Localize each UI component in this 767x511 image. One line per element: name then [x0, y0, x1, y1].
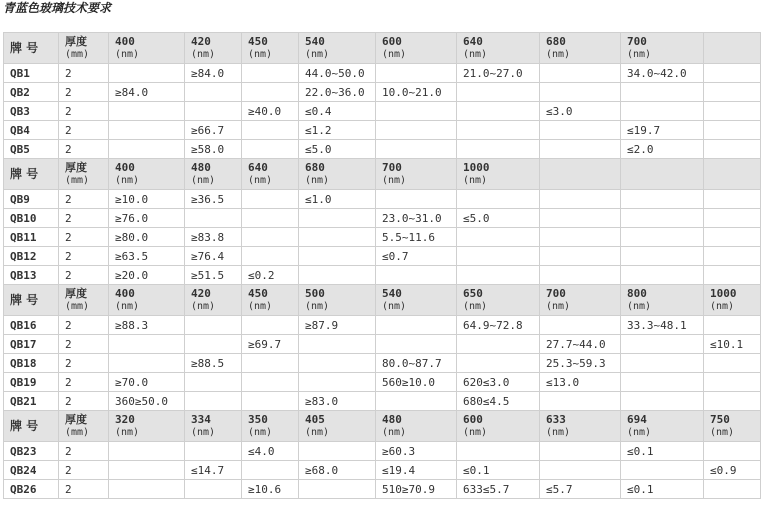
- column-header: 600 (nm): [376, 33, 457, 64]
- value-cell: 64.9~72.8: [457, 316, 540, 335]
- value-cell: [242, 190, 299, 209]
- value-cell: [704, 140, 761, 159]
- column-header: 厚度 (mm): [59, 285, 109, 316]
- value-cell: [457, 83, 540, 102]
- value-cell: ≤0.2: [242, 266, 299, 285]
- value-cell: [704, 64, 761, 83]
- thickness-cell: 2: [59, 373, 109, 392]
- column-header: 633 (nm): [540, 411, 621, 442]
- value-cell: ≥76.0: [109, 209, 185, 228]
- model-cell: QB24: [4, 461, 59, 480]
- value-cell: ≥69.7: [242, 335, 299, 354]
- value-cell: [376, 121, 457, 140]
- value-cell: [376, 335, 457, 354]
- value-cell: [540, 228, 621, 247]
- value-cell: [109, 461, 185, 480]
- column-header: 厚度 (mm): [59, 33, 109, 64]
- model-cell: QB21: [4, 392, 59, 411]
- value-cell: 21.0~27.0: [457, 64, 540, 83]
- table-row: [4, 335, 761, 354]
- value-cell: ≥83.0: [299, 392, 376, 411]
- table-header-row: [4, 159, 761, 190]
- column-header: 700 (nm): [540, 285, 621, 316]
- value-cell: 680≤4.5: [457, 392, 540, 411]
- column-header: 640 (nm): [242, 159, 299, 190]
- value-cell: [299, 266, 376, 285]
- column-header: 450 (nm): [242, 285, 299, 316]
- value-cell: ≥76.4: [185, 247, 242, 266]
- column-header: 420 (nm): [185, 33, 242, 64]
- value-cell: [109, 442, 185, 461]
- column-header: 480 (nm): [376, 411, 457, 442]
- value-cell: 33.3~48.1: [621, 316, 704, 335]
- value-cell: [242, 247, 299, 266]
- column-header: 600 (nm): [457, 411, 540, 442]
- value-cell: [704, 228, 761, 247]
- value-cell: [299, 228, 376, 247]
- thickness-cell: 2: [59, 102, 109, 121]
- value-cell: [109, 121, 185, 140]
- value-cell: [376, 140, 457, 159]
- column-header: 厚度 (mm): [59, 159, 109, 190]
- column-header: 750 (nm): [704, 411, 761, 442]
- value-cell: ≥58.0: [185, 140, 242, 159]
- value-cell: [540, 442, 621, 461]
- value-cell: [242, 209, 299, 228]
- value-cell: [704, 354, 761, 373]
- value-cell: [704, 102, 761, 121]
- table-header-row: [4, 285, 761, 316]
- value-cell: [621, 228, 704, 247]
- value-cell: [621, 266, 704, 285]
- value-cell: [704, 480, 761, 499]
- column-header: 540 (nm): [299, 33, 376, 64]
- value-cell: [299, 373, 376, 392]
- value-cell: 633≤5.7: [457, 480, 540, 499]
- model-cell: QB2: [4, 83, 59, 102]
- value-cell: ≤5.7: [540, 480, 621, 499]
- value-cell: ≥10.6: [242, 480, 299, 499]
- model-cell: QB19: [4, 373, 59, 392]
- model-cell: QB17: [4, 335, 59, 354]
- model-cell: QB4: [4, 121, 59, 140]
- value-cell: [621, 102, 704, 121]
- value-cell: [704, 266, 761, 285]
- table-row: [4, 480, 761, 499]
- model-cell: QB23: [4, 442, 59, 461]
- value-cell: 10.0~21.0: [376, 83, 457, 102]
- value-cell: [621, 354, 704, 373]
- table-header-row: [4, 33, 761, 64]
- value-cell: [185, 373, 242, 392]
- model-cell: QB12: [4, 247, 59, 266]
- value-cell: [540, 461, 621, 480]
- value-cell: ≥88.5: [185, 354, 242, 373]
- table-row: [4, 354, 761, 373]
- model-cell: QB11: [4, 228, 59, 247]
- value-cell: ≥10.0: [109, 190, 185, 209]
- model-cell: QB16: [4, 316, 59, 335]
- thickness-cell: 2: [59, 209, 109, 228]
- spec-table: [3, 32, 761, 499]
- value-cell: [299, 335, 376, 354]
- value-cell: ≥87.9: [299, 316, 376, 335]
- value-cell: [540, 247, 621, 266]
- value-cell: [457, 190, 540, 209]
- column-header: 厚度 (mm): [59, 411, 109, 442]
- value-cell: [457, 354, 540, 373]
- model-cell: QB5: [4, 140, 59, 159]
- table-row: [4, 266, 761, 285]
- value-cell: [109, 102, 185, 121]
- value-cell: [109, 140, 185, 159]
- value-cell: ≥83.8: [185, 228, 242, 247]
- value-cell: ≤1.0: [299, 190, 376, 209]
- value-cell: [299, 247, 376, 266]
- value-cell: 360≥50.0: [109, 392, 185, 411]
- value-cell: [376, 64, 457, 83]
- model-cell: QB3: [4, 102, 59, 121]
- thickness-cell: 2: [59, 480, 109, 499]
- table-row: [4, 442, 761, 461]
- thickness-cell: 2: [59, 461, 109, 480]
- value-cell: 34.0~42.0: [621, 64, 704, 83]
- column-header: 650 (nm): [457, 285, 540, 316]
- value-cell: [242, 316, 299, 335]
- value-cell: ≤0.1: [457, 461, 540, 480]
- brand-header: 牌 号: [4, 159, 59, 190]
- column-header: 420 (nm): [185, 285, 242, 316]
- value-cell: ≤3.0: [540, 102, 621, 121]
- value-cell: [185, 83, 242, 102]
- value-cell: [242, 373, 299, 392]
- value-cell: ≥66.7: [185, 121, 242, 140]
- value-cell: ≤13.0: [540, 373, 621, 392]
- value-cell: [540, 64, 621, 83]
- value-cell: [376, 266, 457, 285]
- value-cell: [185, 209, 242, 228]
- column-header: 680 (nm): [540, 33, 621, 64]
- value-cell: ≥60.3: [376, 442, 457, 461]
- thickness-cell: 2: [59, 64, 109, 83]
- value-cell: [704, 190, 761, 209]
- value-cell: [704, 316, 761, 335]
- value-cell: ≤4.0: [242, 442, 299, 461]
- brand-header: 牌 号: [4, 411, 59, 442]
- value-cell: ≤0.1: [621, 480, 704, 499]
- value-cell: 27.7~44.0: [540, 335, 621, 354]
- value-cell: [185, 102, 242, 121]
- value-cell: [621, 209, 704, 228]
- value-cell: [621, 190, 704, 209]
- table-row: [4, 121, 761, 140]
- value-cell: [621, 335, 704, 354]
- value-cell: ≤1.2: [299, 121, 376, 140]
- column-header: 700 (nm): [621, 33, 704, 64]
- table-row: [4, 373, 761, 392]
- column-header: 480 (nm): [185, 159, 242, 190]
- value-cell: 560≥10.0: [376, 373, 457, 392]
- value-cell: ≤5.0: [457, 209, 540, 228]
- value-cell: ≤10.1: [704, 335, 761, 354]
- model-cell: QB1: [4, 64, 59, 83]
- value-cell: [540, 190, 621, 209]
- value-cell: [242, 461, 299, 480]
- column-header: 700 (nm): [376, 159, 457, 190]
- value-cell: [457, 228, 540, 247]
- table-row: [4, 316, 761, 335]
- value-cell: [109, 480, 185, 499]
- table-row: [4, 247, 761, 266]
- page-title: 青蓝色玻璃技术要求: [3, 1, 112, 15]
- value-cell: [242, 392, 299, 411]
- model-cell: QB9: [4, 190, 59, 209]
- value-cell: 44.0~50.0: [299, 64, 376, 83]
- value-cell: [376, 102, 457, 121]
- value-cell: ≥63.5: [109, 247, 185, 266]
- value-cell: [185, 335, 242, 354]
- table-row: [4, 64, 761, 83]
- value-cell: ≥84.0: [185, 64, 242, 83]
- column-header: 694 (nm): [621, 411, 704, 442]
- value-cell: [299, 354, 376, 373]
- value-cell: [540, 209, 621, 228]
- value-cell: [540, 83, 621, 102]
- value-cell: [109, 64, 185, 83]
- thickness-cell: 2: [59, 83, 109, 102]
- table-row: [4, 209, 761, 228]
- value-cell: [242, 121, 299, 140]
- value-cell: [242, 140, 299, 159]
- brand-header: 牌 号: [4, 33, 59, 64]
- value-cell: [242, 228, 299, 247]
- value-cell: [704, 392, 761, 411]
- value-cell: [376, 316, 457, 335]
- value-cell: [704, 373, 761, 392]
- value-cell: ≥80.0: [109, 228, 185, 247]
- value-cell: [299, 480, 376, 499]
- value-cell: [704, 209, 761, 228]
- column-header: 540 (nm): [376, 285, 457, 316]
- value-cell: [299, 442, 376, 461]
- column-header: 1000 (nm): [704, 285, 761, 316]
- value-cell: [185, 392, 242, 411]
- value-cell: [185, 316, 242, 335]
- value-cell: [540, 392, 621, 411]
- value-cell: [242, 64, 299, 83]
- thickness-cell: 2: [59, 392, 109, 411]
- value-cell: [457, 102, 540, 121]
- value-cell: [704, 83, 761, 102]
- value-cell: [540, 316, 621, 335]
- value-cell: 510≥70.9: [376, 480, 457, 499]
- value-cell: [185, 480, 242, 499]
- value-cell: [376, 190, 457, 209]
- value-cell: [242, 83, 299, 102]
- value-cell: 620≤3.0: [457, 373, 540, 392]
- model-cell: QB26: [4, 480, 59, 499]
- value-cell: ≥70.0: [109, 373, 185, 392]
- column-header: 405 (nm): [299, 411, 376, 442]
- value-cell: [185, 442, 242, 461]
- value-cell: ≤19.4: [376, 461, 457, 480]
- value-cell: [621, 461, 704, 480]
- value-cell: [457, 335, 540, 354]
- value-cell: ≥40.0: [242, 102, 299, 121]
- thickness-cell: 2: [59, 335, 109, 354]
- model-cell: QB10: [4, 209, 59, 228]
- column-header: 320 (nm): [109, 411, 185, 442]
- value-cell: ≤14.7: [185, 461, 242, 480]
- value-cell: [457, 140, 540, 159]
- column-header: 400 (nm): [109, 33, 185, 64]
- table-header-row: [4, 411, 761, 442]
- table-row: [4, 190, 761, 209]
- value-cell: [540, 121, 621, 140]
- value-cell: ≥36.5: [185, 190, 242, 209]
- value-cell: [109, 354, 185, 373]
- thickness-cell: 2: [59, 354, 109, 373]
- thickness-cell: 2: [59, 190, 109, 209]
- brand-header: 牌 号: [4, 285, 59, 316]
- thickness-cell: 2: [59, 247, 109, 266]
- value-cell: 5.5~11.6: [376, 228, 457, 247]
- value-cell: [704, 121, 761, 140]
- value-cell: ≤0.1: [621, 442, 704, 461]
- thickness-cell: 2: [59, 266, 109, 285]
- column-header: 450 (nm): [242, 33, 299, 64]
- model-cell: QB18: [4, 354, 59, 373]
- value-cell: [621, 247, 704, 266]
- value-cell: [621, 373, 704, 392]
- column-header: [621, 159, 704, 190]
- value-cell: [242, 354, 299, 373]
- thickness-cell: 2: [59, 140, 109, 159]
- value-cell: [540, 266, 621, 285]
- value-cell: ≥20.0: [109, 266, 185, 285]
- value-cell: 22.0~36.0: [299, 83, 376, 102]
- value-cell: [457, 442, 540, 461]
- column-header: 500 (nm): [299, 285, 376, 316]
- value-cell: [621, 392, 704, 411]
- column-header: 400 (nm): [109, 285, 185, 316]
- column-header: 680 (nm): [299, 159, 376, 190]
- value-cell: [704, 247, 761, 266]
- column-header: [540, 159, 621, 190]
- value-cell: [621, 83, 704, 102]
- model-cell: QB13: [4, 266, 59, 285]
- value-cell: ≥51.5: [185, 266, 242, 285]
- column-header: [704, 33, 761, 64]
- value-cell: [540, 140, 621, 159]
- value-cell: [457, 247, 540, 266]
- column-header: [704, 159, 761, 190]
- value-cell: ≤5.0: [299, 140, 376, 159]
- value-cell: [457, 121, 540, 140]
- column-header: 400 (nm): [109, 159, 185, 190]
- value-cell: [109, 335, 185, 354]
- value-cell: [704, 442, 761, 461]
- value-cell: ≥84.0: [109, 83, 185, 102]
- table-row: [4, 83, 761, 102]
- column-header: 800 (nm): [621, 285, 704, 316]
- thickness-cell: 2: [59, 121, 109, 140]
- table-row: [4, 140, 761, 159]
- value-cell: ≤0.7: [376, 247, 457, 266]
- value-cell: ≤2.0: [621, 140, 704, 159]
- value-cell: [299, 209, 376, 228]
- column-header: 1000 (nm): [457, 159, 540, 190]
- value-cell: 23.0~31.0: [376, 209, 457, 228]
- column-header: 350 (nm): [242, 411, 299, 442]
- thickness-cell: 2: [59, 228, 109, 247]
- value-cell: [376, 392, 457, 411]
- value-cell: 25.3~59.3: [540, 354, 621, 373]
- table-row: [4, 461, 761, 480]
- thickness-cell: 2: [59, 442, 109, 461]
- column-header: 334 (nm): [185, 411, 242, 442]
- value-cell: 80.0~87.7: [376, 354, 457, 373]
- value-cell: ≤0.4: [299, 102, 376, 121]
- value-cell: ≤0.9: [704, 461, 761, 480]
- value-cell: ≥88.3: [109, 316, 185, 335]
- table-row: [4, 102, 761, 121]
- value-cell: [457, 266, 540, 285]
- thickness-cell: 2: [59, 316, 109, 335]
- column-header: 640 (nm): [457, 33, 540, 64]
- value-cell: ≤19.7: [621, 121, 704, 140]
- value-cell: ≥68.0: [299, 461, 376, 480]
- table-row: [4, 228, 761, 247]
- table-row: [4, 392, 761, 411]
